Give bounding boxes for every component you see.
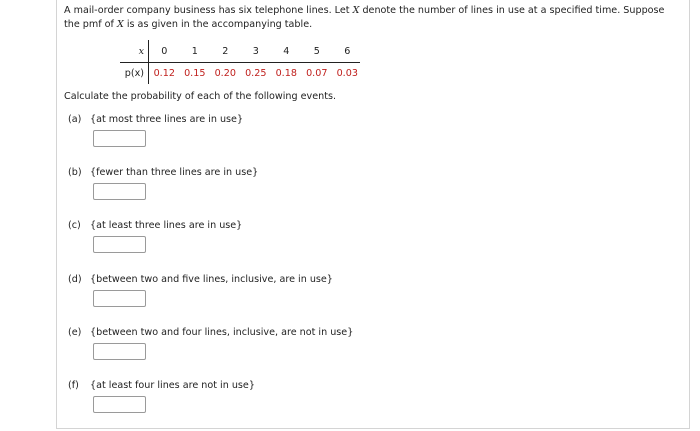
intro-text-1: A mail-order company business has six telephone lines. Let — [64, 5, 353, 16]
pmf-rule — [120, 62, 360, 63]
pmf-x-value: 4 — [283, 45, 290, 57]
pmf-p-value: 0.15 — [184, 67, 206, 79]
question-item — [68, 114, 243, 125]
pmf-p-row — [120, 62, 363, 84]
question-text: {at least four lines are not in use} — [90, 380, 255, 391]
pmf-p-value: 0.18 — [275, 67, 297, 79]
question-item — [68, 327, 353, 338]
answer-input[interactable] — [93, 183, 146, 200]
question-label: (f) — [68, 380, 79, 391]
question-label: (e) — [68, 326, 82, 338]
pmf-x-row — [120, 40, 363, 62]
pmf-table — [120, 40, 363, 84]
pmf-p-label: p(x) — [124, 67, 144, 79]
intro-variable-1: X — [352, 5, 360, 16]
question-item — [68, 220, 242, 231]
question-item — [68, 274, 333, 285]
intro-text-2: denote the number of lines in use at a specified time. Suppose the pmf of — [64, 5, 665, 30]
question-label: (a) — [68, 114, 82, 125]
question-text: {at least three lines are in use} — [90, 220, 243, 232]
pmf-p-value: 0.07 — [306, 67, 328, 79]
answer-input[interactable] — [93, 396, 146, 413]
pmf-p-value: 0.12 — [153, 67, 175, 79]
question-text: {at most three lines are in use} — [90, 114, 244, 125]
answer-input[interactable] — [93, 236, 146, 253]
pmf-x-value: 2 — [222, 45, 229, 57]
question-item — [68, 167, 258, 178]
question-label: (b) — [68, 167, 82, 179]
pmf-p-value: 0.25 — [245, 67, 267, 79]
pmf-x-value: 1 — [191, 45, 198, 57]
answer-input[interactable] — [93, 343, 146, 360]
pmf-x-value: 6 — [344, 45, 351, 57]
answer-input[interactable] — [93, 290, 146, 307]
pmf-x-value: 5 — [313, 45, 320, 57]
question-text: {between two and four lines, inclusive, are not in use} — [90, 326, 354, 338]
question-item — [68, 380, 255, 391]
intro-variable-2: X — [116, 19, 124, 30]
question-text: {between two and five lines, inclusive, are in use} — [90, 273, 333, 285]
question-label: (c) — [68, 220, 81, 232]
question-text: {fewer than three lines are in use} — [90, 167, 259, 179]
instruction-text: Calculate the probability of each of the following events. — [64, 91, 337, 102]
answer-input[interactable] — [93, 130, 146, 147]
pmf-p-value: 0.20 — [214, 67, 236, 79]
pmf-x-label: x — [138, 45, 144, 57]
pmf-x-value: 0 — [161, 45, 168, 57]
intro-text-3: is as given in the accompanying table. — [123, 19, 313, 30]
pmf-p-value: 0.03 — [336, 67, 358, 79]
problem-intro — [64, 4, 679, 32]
pmf-x-cells — [149, 46, 363, 57]
pmf-x-value: 3 — [252, 45, 259, 57]
pmf-p-cells — [149, 68, 363, 79]
question-label: (d) — [68, 273, 82, 285]
